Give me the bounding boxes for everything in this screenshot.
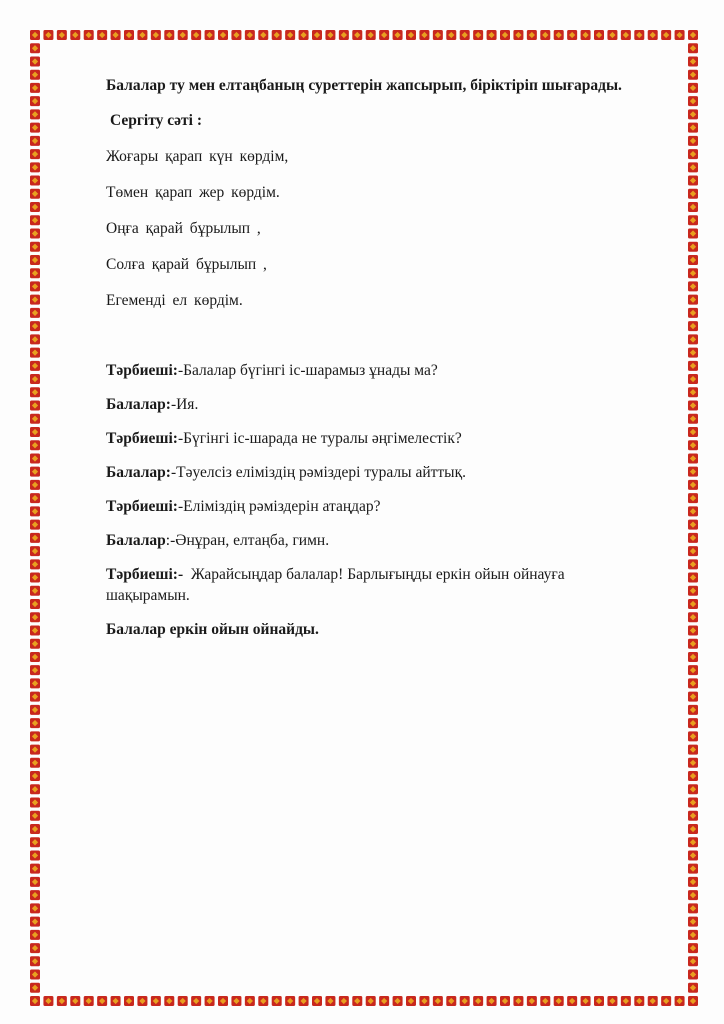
dialog-line <box>106 429 646 450</box>
border-ornament-tile <box>500 30 510 40</box>
border-ornament-tile <box>151 996 161 1006</box>
border-ornament-tile <box>30 890 40 900</box>
border-ornament-tile <box>30 255 40 265</box>
border-ornament-tile <box>30 30 40 40</box>
border-ornament-tile <box>30 546 40 556</box>
border-ornament-tile <box>688 837 698 847</box>
border-ornament-tile <box>688 149 698 159</box>
border-ornament-tile <box>258 996 268 1006</box>
border-ornament-tile <box>487 996 497 1006</box>
border-ornament-tile <box>688 348 698 358</box>
border-ornament-tile <box>688 877 698 887</box>
border-ornament-tile <box>30 176 40 186</box>
border-ornament-tile <box>30 850 40 860</box>
border-ornament-tile <box>581 996 591 1006</box>
border-ornament-tile <box>393 30 403 40</box>
border-ornament-tile <box>688 917 698 927</box>
border-ornament-tile <box>30 625 40 635</box>
border-ornament-tile <box>30 917 40 927</box>
border-ornament-tile <box>567 996 577 1006</box>
border-ornament-tile <box>30 930 40 940</box>
border-ornament-tile <box>30 718 40 728</box>
border-ornament-tile <box>285 996 295 1006</box>
border-ornament-tile <box>30 440 40 450</box>
dialog-line <box>106 463 646 484</box>
border-ornament-tile <box>30 334 40 344</box>
border-ornament-tile <box>97 30 107 40</box>
dialog-text: -Еліміздің рәміздерін атаңдар? <box>177 498 381 516</box>
border-ornament-tile <box>30 374 40 384</box>
border-ornament-tile <box>205 996 215 1006</box>
border-ornament-tile <box>688 546 698 556</box>
border-ornament-tile <box>688 520 698 530</box>
border-ornament-tile <box>30 401 40 411</box>
border-ornament-tile <box>688 692 698 702</box>
border-ornament-tile <box>688 784 698 794</box>
border-ornament-tile <box>688 956 698 966</box>
border-ornament-tile <box>84 30 94 40</box>
border-ornament-tile <box>527 996 537 1006</box>
border-ornament-tile <box>30 877 40 887</box>
border-ornament-tile <box>621 30 631 40</box>
border-ornament-tile <box>218 996 228 1006</box>
dialog-speaker: Тәрбиеші: <box>106 498 178 516</box>
border-ornament-tile <box>352 996 362 1006</box>
border-ornament-tile <box>30 811 40 821</box>
border-ornament-tile <box>634 30 644 40</box>
border-ornament-tile <box>688 96 698 106</box>
border-ornament-tile <box>567 30 577 40</box>
border-ornament-tile <box>30 453 40 463</box>
border-ornament-tile <box>406 30 416 40</box>
border-ornament-tile <box>688 281 698 291</box>
border-ornament-tile <box>191 996 201 1006</box>
dialog-line <box>106 361 646 382</box>
border-ornament-tile <box>30 189 40 199</box>
border-ornament-tile <box>688 202 698 212</box>
border-ornament-tile <box>688 176 698 186</box>
border-ornament-tile <box>688 639 698 649</box>
border-ornament-tile <box>688 43 698 53</box>
border-ornament-tile <box>688 401 698 411</box>
dialog-text: -Бүгінгі іс-шарада не туралы әңгімелестік? <box>177 430 462 448</box>
border-ornament-tile <box>30 348 40 358</box>
border-ornament-tile <box>30 506 40 516</box>
border-ornament-tile <box>554 996 564 1006</box>
border-ornament-tile <box>594 30 604 40</box>
border-ornament-tile <box>30 387 40 397</box>
border-ornament-tile <box>30 83 40 93</box>
border-ornament-tile <box>473 996 483 1006</box>
border-ornament-tile <box>688 625 698 635</box>
border-ornament-tile <box>621 996 631 1006</box>
border-ornament-tile <box>607 996 617 1006</box>
border-ornament-tile <box>30 202 40 212</box>
border-ornament-tile <box>30 599 40 609</box>
dialog-speaker: Балалар: <box>106 396 171 414</box>
border-ornament-tile <box>30 970 40 980</box>
border-ornament-tile <box>231 996 241 1006</box>
border-ornament-tile <box>205 30 215 40</box>
border-ornament-tile <box>30 903 40 913</box>
border-ornament-tile <box>688 573 698 583</box>
dialog-text: Жарайсыңдар балалар! Барлығыңды еркін ойын ойнауға шақырамын. <box>106 565 569 604</box>
border-ornament-tile <box>688 440 698 450</box>
border-ornament-tile <box>688 83 698 93</box>
poem-line: Егеменді ел көрдім. <box>106 291 243 309</box>
document-body <box>106 76 646 641</box>
border-ornament-tile <box>245 30 255 40</box>
border-ornament-tile <box>688 255 698 265</box>
border-ornament-tile <box>30 414 40 424</box>
border-ornament-tile <box>30 678 40 688</box>
border-ornament-tile <box>487 30 497 40</box>
section-heading: Сергіту сәті : <box>110 111 202 129</box>
border-ornament-tile <box>178 30 188 40</box>
border-ornament-tile <box>688 612 698 622</box>
border-ornament-tile <box>366 996 376 1006</box>
border-ornament-tile <box>30 612 40 622</box>
dialog-line <box>106 531 646 552</box>
border-ornament-tile <box>688 559 698 569</box>
border-ornament-tile <box>30 864 40 874</box>
dialog-line <box>106 565 646 607</box>
border-ornament-tile <box>688 215 698 225</box>
border-ornament-tile <box>299 996 309 1006</box>
border-ornament-tile <box>30 123 40 133</box>
border-ornament-tile <box>30 784 40 794</box>
border-ornament-tile <box>379 996 389 1006</box>
border-ornament-tile <box>688 718 698 728</box>
border-ornament-tile <box>84 996 94 1006</box>
border-ornament-tile <box>688 295 698 305</box>
border-ornament-tile <box>70 996 80 1006</box>
border-ornament-tile <box>30 771 40 781</box>
border-ornament-tile <box>30 56 40 66</box>
border-ornament-tile <box>30 692 40 702</box>
poem-line: Солға қарай бұрылып , <box>106 255 267 273</box>
border-ornament-tile <box>688 308 698 318</box>
border-ornament-tile <box>97 996 107 1006</box>
border-ornament-tile <box>688 586 698 596</box>
border-ornament-tile <box>688 123 698 133</box>
border-ornament-tile <box>43 996 53 1006</box>
border-ornament-tile <box>688 983 698 993</box>
border-ornament-tile <box>339 996 349 1006</box>
dialog-text: :-Әнұран, елтаңба, гимн. <box>165 532 330 550</box>
border-ornament-tile <box>688 599 698 609</box>
border-ornament-tile <box>688 467 698 477</box>
border-ornament-tile <box>137 996 147 1006</box>
border-ornament-tile <box>500 996 510 1006</box>
border-ornament-tile <box>688 745 698 755</box>
border-ornament-tile <box>218 30 228 40</box>
border-ornament-tile <box>30 281 40 291</box>
border-ornament-tile <box>30 520 40 530</box>
border-ornament-tile <box>30 308 40 318</box>
border-ornament-tile <box>272 996 282 1006</box>
border-ornament-tile <box>688 414 698 424</box>
border-ornament-tile <box>688 678 698 688</box>
border-ornament-tile <box>688 758 698 768</box>
border-ornament-tile <box>688 864 698 874</box>
border-ornament-tile <box>446 996 456 1006</box>
border-ornament-tile <box>285 30 295 40</box>
border-ornament-tile <box>312 30 322 40</box>
border-ornament-tile <box>688 506 698 516</box>
border-ornament-tile <box>30 295 40 305</box>
border-ornament-tile <box>433 30 443 40</box>
border-ornament-tile <box>124 30 134 40</box>
border-ornament-tile <box>30 321 40 331</box>
border-ornament-tile <box>688 533 698 543</box>
border-ornament-tile <box>688 136 698 146</box>
border-ornament-tile <box>43 30 53 40</box>
border-ornament-tile <box>30 573 40 583</box>
border-ornament-tile <box>675 30 685 40</box>
border-ornament-tile <box>688 30 698 40</box>
border-ornament-tile <box>178 996 188 1006</box>
border-ornament-tile <box>30 162 40 172</box>
dialog-speaker: Балалар: <box>106 464 171 482</box>
border-ornament-tile <box>675 996 685 1006</box>
border-ornament-tile <box>111 30 121 40</box>
border-ornament-tile <box>124 996 134 1006</box>
border-ornament-tile <box>30 559 40 569</box>
border-ornament-tile <box>70 30 80 40</box>
border-ornament-tile <box>325 996 335 1006</box>
border-ornament-tile <box>527 30 537 40</box>
border-ornament-tile <box>688 109 698 119</box>
border-ornament-tile <box>111 996 121 1006</box>
border-ornament-tile <box>446 30 456 40</box>
border-ornament-tile <box>688 321 698 331</box>
border-ornament-tile <box>30 665 40 675</box>
border-ornament-tile <box>57 30 67 40</box>
border-ornament-tile <box>30 731 40 741</box>
border-ornament-tile <box>258 30 268 40</box>
border-ornament-tile <box>688 824 698 834</box>
border-ornament-tile <box>57 996 67 1006</box>
poem-line: Оңға қарай бұрылып , <box>106 219 261 237</box>
border-ornament-tile <box>30 533 40 543</box>
border-ornament-tile <box>30 427 40 437</box>
border-ornament-tile <box>688 943 698 953</box>
border-ornament-tile <box>164 30 174 40</box>
border-ornament-tile <box>30 586 40 596</box>
border-ornament-tile <box>164 996 174 1006</box>
border-ornament-tile <box>688 771 698 781</box>
border-ornament-tile <box>151 30 161 40</box>
border-ornament-tile <box>688 334 698 344</box>
border-ornament-tile <box>688 996 698 1006</box>
border-ornament-tile <box>460 30 470 40</box>
border-ornament-tile <box>540 30 550 40</box>
border-ornament-tile <box>299 30 309 40</box>
border-ornament-tile <box>688 162 698 172</box>
dialog-speaker: Тәрбиеші: <box>106 430 178 448</box>
border-ornament-tile <box>688 480 698 490</box>
border-ornament-tile <box>688 930 698 940</box>
border-ornament-tile <box>513 30 523 40</box>
border-ornament-tile <box>688 70 698 80</box>
border-ornament-tile <box>688 361 698 371</box>
intro-paragraph: Балалар ту мен елтаңбаның суреттерін жапсырып, біріктіріп шығарады. <box>106 77 622 94</box>
border-ornament-tile <box>688 56 698 66</box>
border-ornament-tile <box>648 30 658 40</box>
border-ornament-tile <box>393 996 403 1006</box>
poem-line: Төмен қарап жер көрдім. <box>106 183 280 201</box>
border-ornament-tile <box>688 387 698 397</box>
dialog-text: -Тәуелсіз еліміздің рәміздері туралы айттық. <box>170 464 466 482</box>
border-ornament-tile <box>648 996 658 1006</box>
border-ornament-tile <box>419 30 429 40</box>
border-ornament-tile <box>581 30 591 40</box>
dialog-line <box>106 395 646 416</box>
border-ornament-tile <box>473 30 483 40</box>
border-ornament-tile <box>30 652 40 662</box>
border-ornament-tile <box>30 943 40 953</box>
border-ornament-tile <box>30 705 40 715</box>
border-ornament-tile <box>688 493 698 503</box>
border-ornament-tile <box>540 996 550 1006</box>
border-ornament-tile <box>30 228 40 238</box>
border-ornament-tile <box>688 374 698 384</box>
border-ornament-tile <box>366 30 376 40</box>
border-ornament-tile <box>30 639 40 649</box>
border-ornament-tile <box>30 745 40 755</box>
border-ornament-tile <box>30 242 40 252</box>
dialog-speaker: Тәрбиеші: <box>106 362 178 380</box>
border-ornament-tile <box>137 30 147 40</box>
dialog-text: -Балалар бүгінгі іс-шарамыз ұнады ма? <box>177 362 438 380</box>
border-ornament-tile <box>30 361 40 371</box>
border-ornament-tile <box>352 30 362 40</box>
border-ornament-tile <box>433 996 443 1006</box>
border-ornament-tile <box>325 30 335 40</box>
border-ornament-tile <box>30 758 40 768</box>
border-ornament-tile <box>688 731 698 741</box>
border-ornament-tile <box>379 30 389 40</box>
border-ornament-tile <box>688 242 698 252</box>
border-ornament-tile <box>30 215 40 225</box>
border-ornament-tile <box>688 268 698 278</box>
border-ornament-tile <box>30 96 40 106</box>
closing-line: Балалар еркін ойын ойнайды. <box>106 620 319 638</box>
border-ornament-tile <box>30 109 40 119</box>
border-ornament-tile <box>30 996 40 1006</box>
border-ornament-tile <box>30 824 40 834</box>
border-ornament-tile <box>312 996 322 1006</box>
dialog-text: -Ия. <box>170 396 199 414</box>
border-ornament-tile <box>339 30 349 40</box>
border-ornament-tile <box>688 228 698 238</box>
border-ornament-tile <box>554 30 564 40</box>
border-ornament-tile <box>688 427 698 437</box>
border-ornament-tile <box>30 956 40 966</box>
border-ornament-tile <box>30 268 40 278</box>
border-ornament-tile <box>30 493 40 503</box>
border-ornament-tile <box>406 996 416 1006</box>
border-ornament-tile <box>30 70 40 80</box>
border-ornament-tile <box>688 453 698 463</box>
border-ornament-tile <box>272 30 282 40</box>
border-ornament-tile <box>30 43 40 53</box>
border-ornament-tile <box>30 480 40 490</box>
dialog-speaker: Балалар <box>106 532 166 550</box>
border-ornament-tile <box>30 983 40 993</box>
border-ornament-tile <box>688 970 698 980</box>
border-ornament-tile <box>419 996 429 1006</box>
border-ornament-tile <box>513 996 523 1006</box>
border-ornament-tile <box>607 30 617 40</box>
border-ornament-tile <box>634 996 644 1006</box>
border-ornament-tile <box>30 149 40 159</box>
border-ornament-tile <box>688 665 698 675</box>
border-ornament-tile <box>30 837 40 847</box>
border-ornament-tile <box>661 996 671 1006</box>
poem-line: Жоғары қарап күн көрдім, <box>106 147 289 165</box>
border-ornament-tile <box>30 798 40 808</box>
dialog-speaker: Тәрбиеші:- <box>106 565 184 583</box>
border-ornament-tile <box>191 30 201 40</box>
border-ornament-tile <box>688 652 698 662</box>
border-ornament-tile <box>688 798 698 808</box>
border-ornament-tile <box>245 996 255 1006</box>
dialog-line <box>106 497 646 518</box>
border-ornament-tile <box>231 30 241 40</box>
border-ornament-tile <box>688 890 698 900</box>
border-ornament-tile <box>460 996 470 1006</box>
border-ornament-tile <box>688 850 698 860</box>
border-ornament-tile <box>594 996 604 1006</box>
border-ornament-tile <box>30 467 40 477</box>
border-ornament-tile <box>688 189 698 199</box>
border-ornament-tile <box>30 136 40 146</box>
border-ornament-tile <box>688 705 698 715</box>
border-ornament-tile <box>661 30 671 40</box>
border-ornament-tile <box>688 903 698 913</box>
border-ornament-tile <box>688 811 698 821</box>
